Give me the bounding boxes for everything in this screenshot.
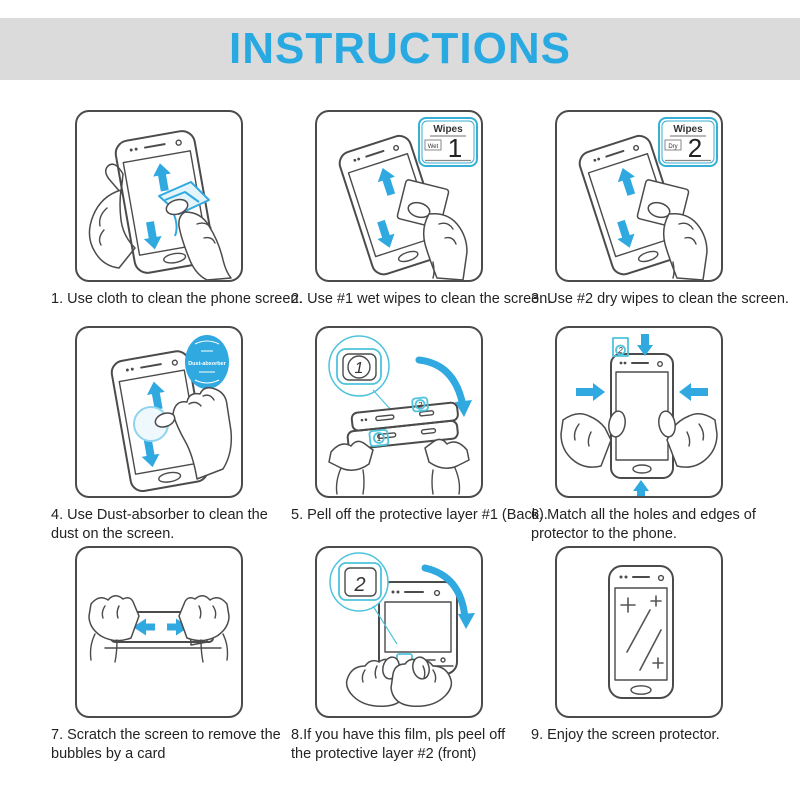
step-9-illustration bbox=[557, 548, 721, 716]
step-8 bbox=[288, 546, 528, 798]
step-5-caption: 5. Pell off the protective layer #1 (Back). bbox=[291, 507, 548, 523]
left-hand-icon bbox=[561, 410, 627, 467]
step-1-illustration bbox=[77, 112, 241, 280]
step-3-illustration bbox=[557, 112, 721, 280]
left-hand-icon bbox=[89, 164, 135, 268]
up-arrow-icon bbox=[374, 165, 400, 197]
left-arrow-icon bbox=[576, 383, 605, 401]
step-7 bbox=[48, 546, 288, 798]
step-2 bbox=[288, 110, 552, 326]
step-5-panel bbox=[315, 326, 483, 498]
left-hand-icon bbox=[329, 441, 373, 494]
step-1-panel bbox=[75, 110, 243, 282]
tab-2-number-large: 2 bbox=[354, 574, 366, 596]
step-1 bbox=[48, 110, 303, 326]
step-5 bbox=[288, 326, 548, 546]
step-4-illustration bbox=[77, 328, 241, 496]
wet-label: Wet bbox=[427, 144, 439, 150]
down-arrow-icon bbox=[139, 438, 162, 469]
dry-label: Dry bbox=[668, 144, 678, 150]
right-hand-icon bbox=[425, 439, 469, 494]
step-8-panel bbox=[315, 546, 483, 718]
right-hand-icon bbox=[391, 655, 451, 706]
step-2-illustration bbox=[317, 112, 481, 280]
step-9-caption: 9. Enjoy the screen protector. bbox=[531, 727, 720, 743]
tab-2-number: 2 bbox=[417, 400, 423, 410]
pack-number: 1 bbox=[447, 133, 463, 163]
right-hand-icon bbox=[657, 410, 717, 467]
step-6-caption: 6. Match all the holes and edges of protector to the phone. bbox=[531, 507, 756, 542]
step-2-panel bbox=[315, 110, 483, 282]
top-margin bbox=[0, 0, 800, 18]
step-3 bbox=[528, 110, 789, 326]
step-4-caption: 4. Use Dust-absorber to clean the dust on the screen. bbox=[51, 507, 268, 542]
bottom-arrow-icon bbox=[633, 480, 649, 496]
top-arrow-icon bbox=[637, 334, 653, 356]
dust-absorber-label: Dust-absorber bbox=[188, 361, 226, 367]
wipes-pack-icon bbox=[419, 118, 477, 166]
down-arrow-icon bbox=[141, 220, 164, 251]
wipes-pack-icon bbox=[659, 118, 717, 166]
step-9-panel bbox=[555, 546, 723, 718]
page-title: INSTRUCTIONS bbox=[229, 24, 571, 73]
dust-absorber-sticker-icon bbox=[185, 335, 229, 389]
shine-icon bbox=[621, 596, 663, 670]
up-arrow-icon bbox=[145, 380, 168, 411]
step-7-panel bbox=[75, 546, 243, 718]
step-6 bbox=[528, 326, 768, 546]
tab-1-number-small: 1 bbox=[376, 433, 382, 444]
tab-1-number: 1 bbox=[354, 360, 364, 377]
step-5-illustration bbox=[317, 328, 481, 496]
step-1-caption: 1. Use cloth to clean the phone screen. bbox=[51, 291, 303, 307]
step-3-panel bbox=[555, 110, 723, 282]
step-4-panel bbox=[75, 326, 243, 498]
step-7-caption: 7. Scratch the screen to remove the bubbles by a card bbox=[51, 727, 281, 762]
tab-2-number: 2 bbox=[618, 346, 623, 355]
step-9 bbox=[528, 546, 768, 798]
down-arrow-icon bbox=[612, 218, 638, 250]
up-arrow-icon bbox=[151, 162, 174, 193]
phone-icon bbox=[609, 566, 673, 698]
magnifier-icon bbox=[329, 336, 391, 410]
steps-grid bbox=[48, 110, 789, 798]
wipes-title: Wipes bbox=[673, 124, 703, 135]
wipes-title: Wipes bbox=[433, 124, 463, 135]
up-arrow-icon bbox=[614, 165, 640, 197]
magnifier-icon bbox=[330, 553, 397, 644]
curved-arrow-icon bbox=[419, 360, 472, 417]
header-bar bbox=[0, 18, 800, 80]
pack-number: 2 bbox=[687, 133, 703, 163]
left-hand-icon bbox=[89, 596, 139, 662]
step-8-illustration bbox=[317, 548, 481, 716]
right-arrow-icon bbox=[679, 383, 708, 401]
step-3-caption: 3. Use #2 dry wipes to clean the screen. bbox=[531, 291, 789, 307]
step-6-illustration bbox=[557, 328, 721, 496]
step-7-illustration bbox=[77, 548, 241, 716]
curved-arrow-icon bbox=[425, 568, 475, 629]
step-2-caption: 2. Use #1 wet wipes to clean the screen. bbox=[291, 291, 552, 307]
step-4 bbox=[48, 326, 288, 546]
down-arrow-icon bbox=[372, 218, 398, 250]
right-hand-icon bbox=[179, 596, 229, 662]
step-8-caption: 8.If you have this film, pls peel off the protective layer #2 (front) bbox=[291, 727, 506, 762]
step-6-panel bbox=[555, 326, 723, 498]
